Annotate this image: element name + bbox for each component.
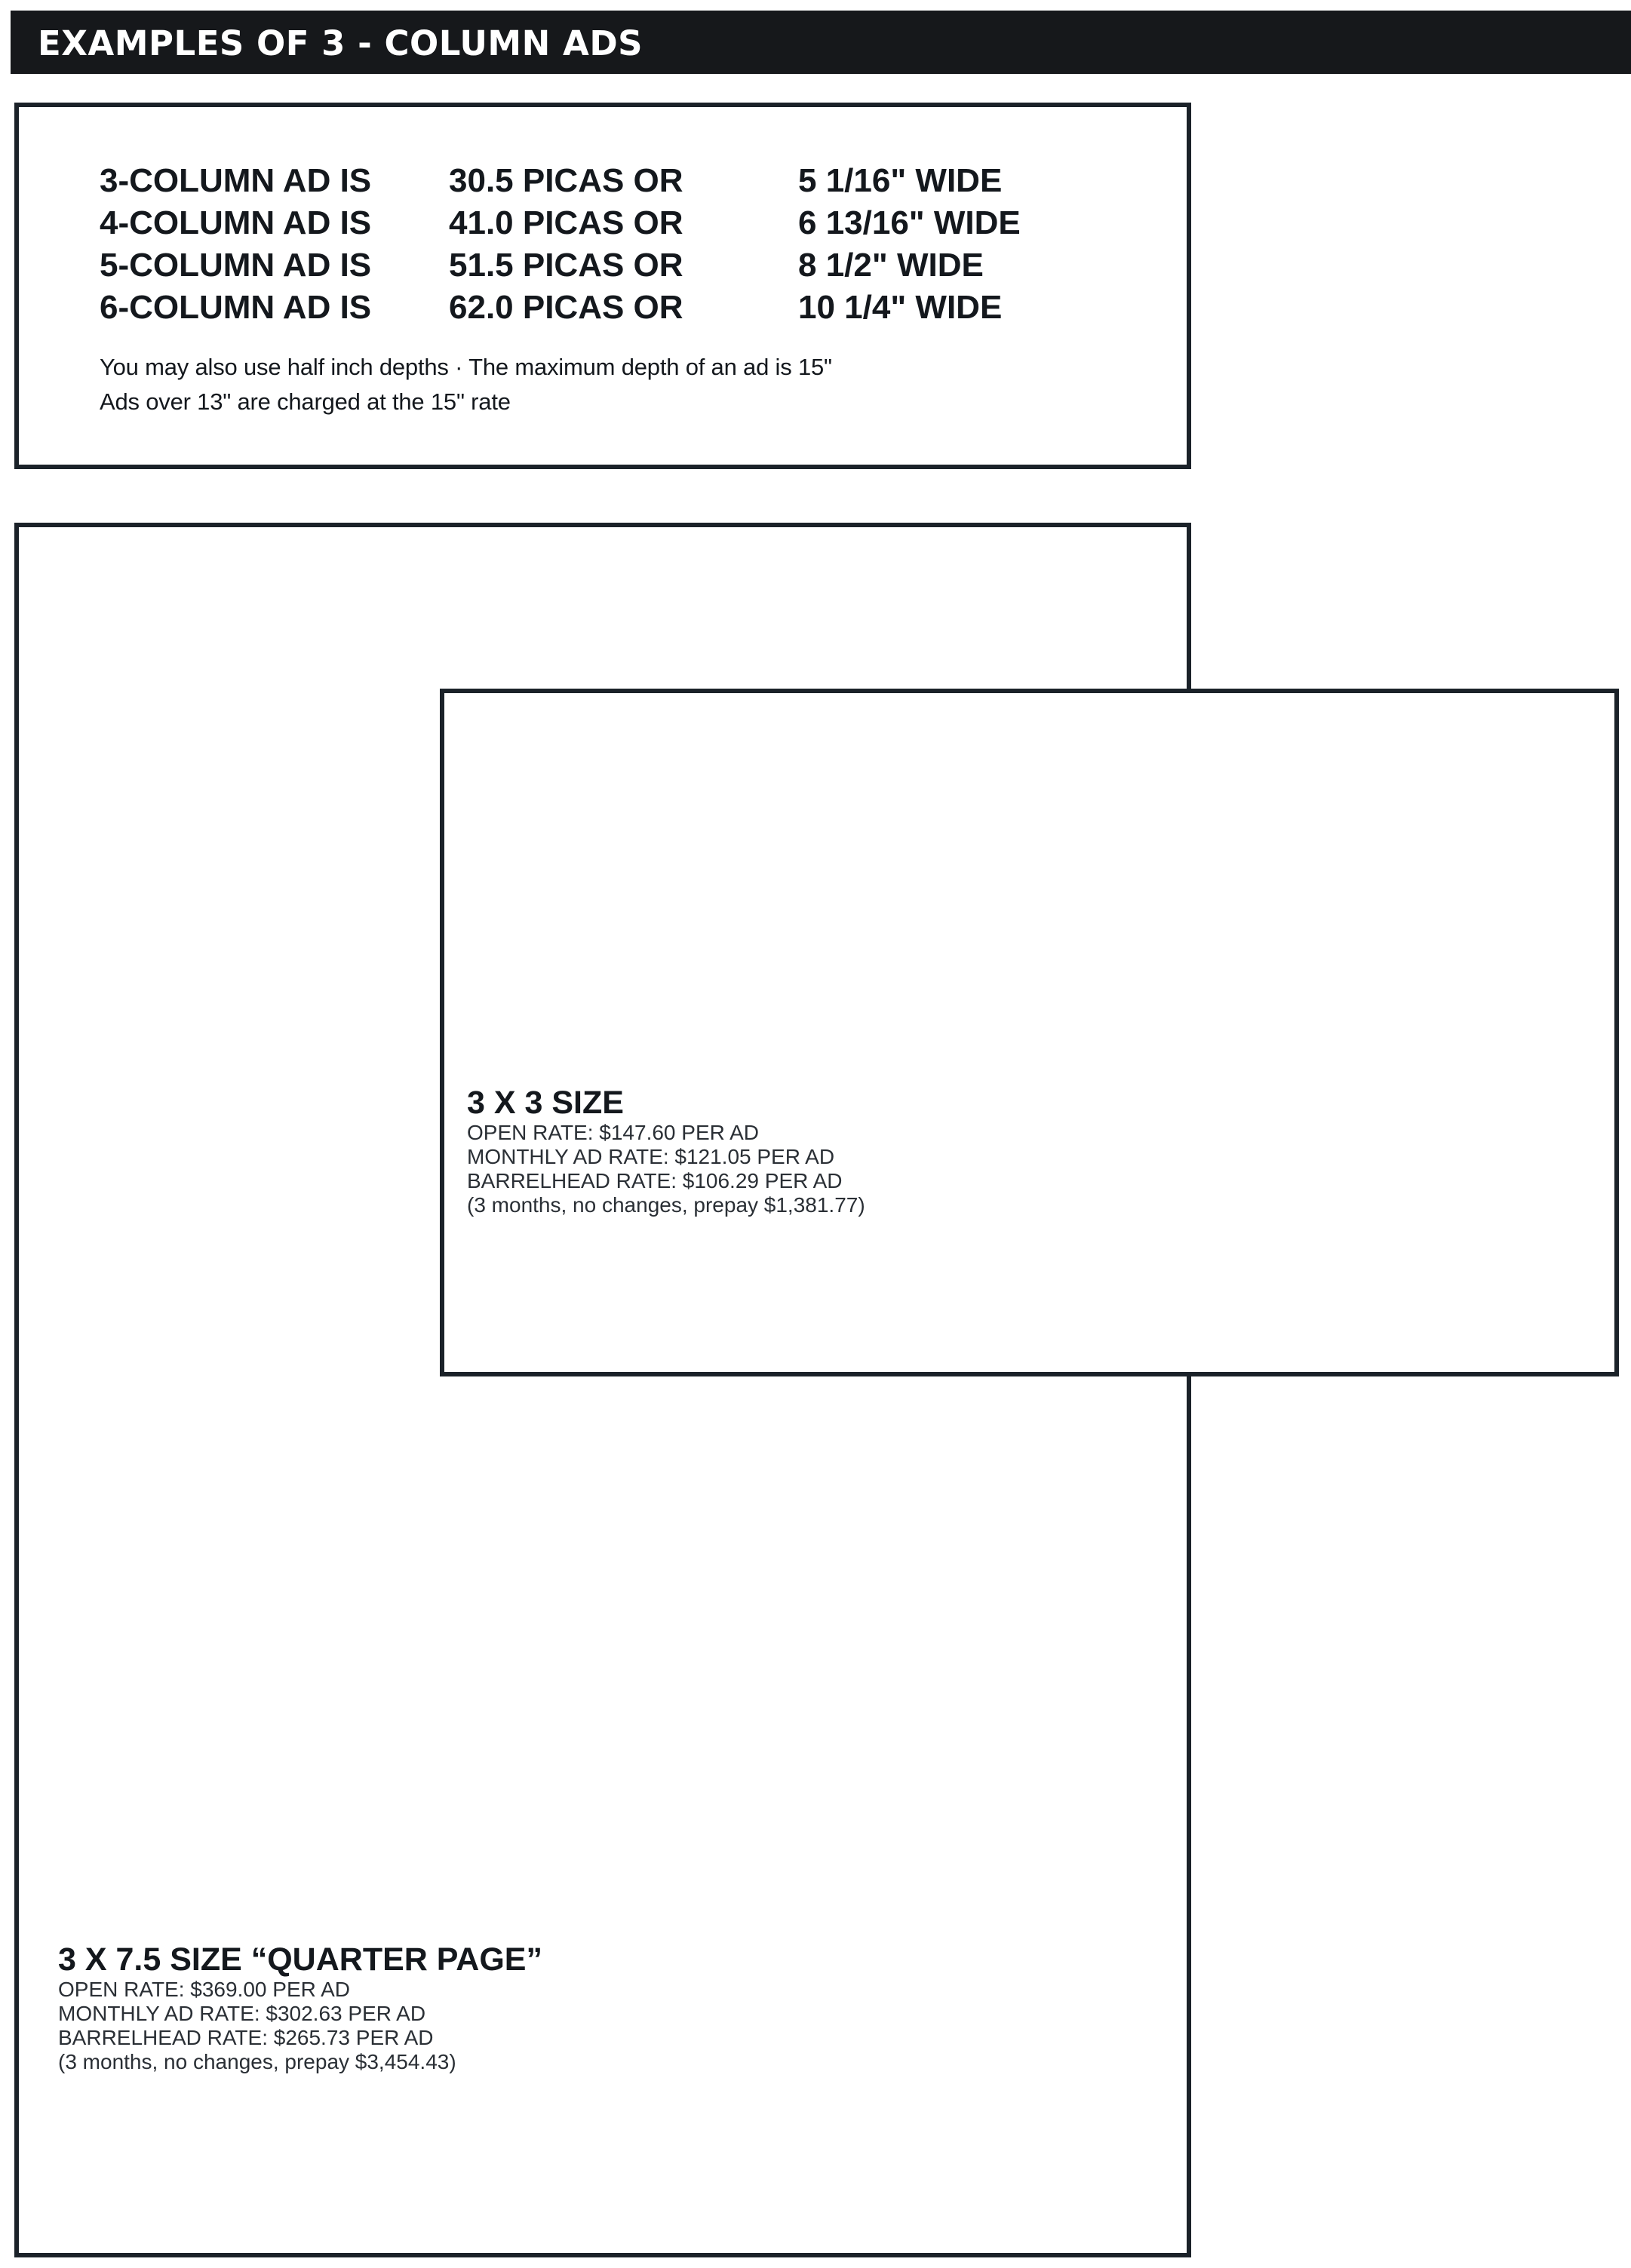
header-bar xyxy=(11,11,1631,74)
monthly-rate: MONTHLY AD RATE: $302.63 PER AD xyxy=(58,2002,426,2025)
page-title: EXAMPLES OF 3 - COLUMN ADS xyxy=(38,23,643,63)
spec-width: 10 1/4" WIDE xyxy=(798,289,1003,326)
spec-row xyxy=(19,287,1187,329)
monthly-rate: MONTHLY AD RATE: $121.05 PER AD xyxy=(467,1145,835,1168)
depth-note: You may also use half inch depths · The maximum depth of an ad is 15" xyxy=(100,354,832,380)
spec-picas: 51.5 PICAS OR xyxy=(449,247,683,284)
spec-label: 3-COLUMN AD IS xyxy=(100,162,372,199)
spec-row xyxy=(19,202,1187,244)
spec-picas: 30.5 PICAS OR xyxy=(449,162,683,199)
spec-picas: 41.0 PICAS OR xyxy=(449,204,683,241)
ad-size-title: 3 X 3 SIZE xyxy=(467,1085,624,1121)
ad-size-title: 3 X 7.5 SIZE “QUARTER PAGE” xyxy=(58,1941,542,1978)
barrelhead-rate: BARRELHEAD RATE: $265.73 PER AD xyxy=(58,2026,434,2049)
spec-picas: 62.0 PICAS OR xyxy=(449,289,683,326)
prepay-note: (3 months, no changes, prepay $3,454.43) xyxy=(58,2050,456,2073)
spec-width: 5 1/16" WIDE xyxy=(798,162,1003,199)
spec-row xyxy=(19,160,1187,202)
spec-label: 6-COLUMN AD IS xyxy=(100,289,372,326)
spec-width: 6 13/16" WIDE xyxy=(798,204,1021,241)
rate-note: Ads over 13" are charged at the 15" rate xyxy=(100,388,511,415)
open-rate: OPEN RATE: $147.60 PER AD xyxy=(467,1121,759,1144)
spec-label: 4-COLUMN AD IS xyxy=(100,204,372,241)
open-rate: OPEN RATE: $369.00 PER AD xyxy=(58,1978,350,2001)
spec-label: 5-COLUMN AD IS xyxy=(100,247,372,284)
spec-width: 8 1/2" WIDE xyxy=(798,247,984,284)
column-specs-box xyxy=(14,103,1191,469)
prepay-note: (3 months, no changes, prepay $1,381.77) xyxy=(467,1193,865,1217)
barrelhead-rate: BARRELHEAD RATE: $106.29 PER AD xyxy=(467,1169,843,1192)
spec-row xyxy=(19,244,1187,287)
3x3-ad-example xyxy=(440,689,1619,1376)
